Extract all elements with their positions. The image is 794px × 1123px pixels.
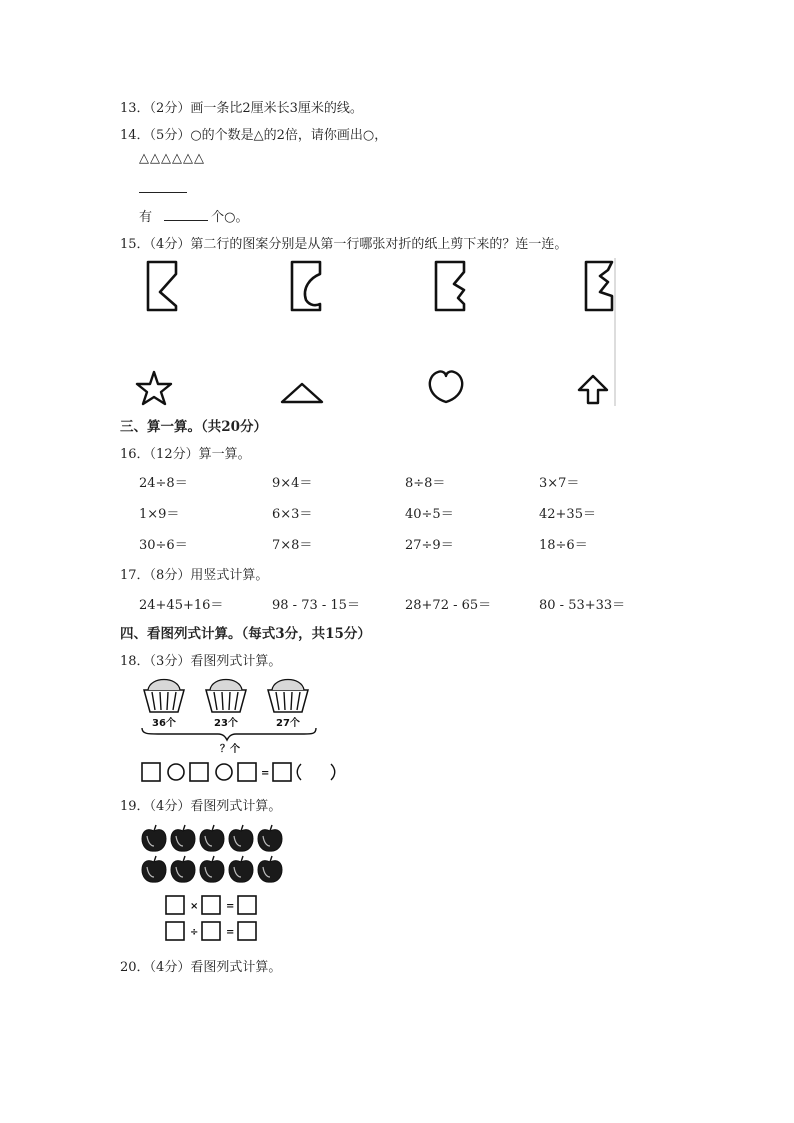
calc-item: 8÷8＝ bbox=[405, 476, 446, 491]
answer-box-3[interactable] bbox=[238, 763, 256, 781]
answer-box-result[interactable] bbox=[273, 763, 291, 781]
folded-paper-3 bbox=[436, 262, 464, 310]
operator-circle-2[interactable] bbox=[216, 764, 232, 780]
total-label: ？个 bbox=[220, 744, 240, 755]
question-13: 13．（2分）画一条比2厘米长3厘米的线。 bbox=[120, 101, 363, 116]
answer-blank[interactable] bbox=[164, 208, 208, 221]
calc-item: 7×8＝ bbox=[272, 538, 313, 553]
basket-label-3: 27个 bbox=[276, 718, 300, 729]
arrow-shape bbox=[579, 376, 607, 403]
basket-3 bbox=[268, 680, 308, 713]
unit-paren-left bbox=[297, 764, 301, 780]
vertical-calc-item: 28+72 - 65＝ bbox=[405, 598, 492, 613]
triangle-shape bbox=[282, 384, 322, 402]
basket-1 bbox=[144, 680, 184, 713]
answer-prefix: 有 bbox=[139, 210, 153, 225]
apple-grid bbox=[142, 825, 282, 882]
apple-box-1[interactable] bbox=[166, 896, 184, 914]
apple bbox=[171, 856, 195, 882]
apple bbox=[171, 825, 195, 851]
calc-item: 1×9＝ bbox=[139, 507, 180, 522]
star-shape bbox=[137, 372, 171, 404]
calc-item: 3×7＝ bbox=[539, 476, 580, 491]
apple-box-5[interactable] bbox=[202, 922, 220, 940]
drawing-line bbox=[139, 192, 187, 193]
basket-label-2: 23个 bbox=[214, 718, 238, 729]
calc-item: 18÷6＝ bbox=[539, 538, 588, 553]
answer-suffix: 个○。 bbox=[211, 210, 249, 225]
apple bbox=[229, 825, 253, 851]
equals-sign: = bbox=[261, 768, 270, 779]
vertical-calc-item: 24+45+16＝ bbox=[139, 598, 224, 613]
vertical-calc-item: 98 - 73 - 15＝ bbox=[272, 598, 360, 613]
equals-sign: = bbox=[226, 927, 235, 938]
multiply-sign: × bbox=[190, 901, 199, 912]
apple bbox=[142, 825, 166, 851]
basket-2 bbox=[206, 680, 246, 713]
answer-box-1[interactable] bbox=[142, 763, 160, 781]
apple-box-2[interactable] bbox=[202, 896, 220, 914]
answer-box-2[interactable] bbox=[190, 763, 208, 781]
folded-paper-figure bbox=[138, 258, 618, 408]
folded-paper-4 bbox=[586, 262, 612, 310]
question-17: 17．（8分）用竖式计算。 bbox=[120, 568, 269, 583]
apple bbox=[200, 825, 224, 851]
equals-sign: = bbox=[226, 901, 235, 912]
apple-figure bbox=[138, 820, 288, 948]
calc-item: 40÷5＝ bbox=[405, 507, 454, 522]
apple bbox=[142, 856, 166, 882]
apple-box-6[interactable] bbox=[238, 922, 256, 940]
calc-item: 6×3＝ bbox=[272, 507, 313, 522]
question-20: 20．（4分）看图列式计算。 bbox=[120, 960, 282, 975]
folded-paper-2 bbox=[292, 262, 320, 310]
calc-item: 9×4＝ bbox=[272, 476, 313, 491]
apple bbox=[258, 856, 282, 882]
apple-box-3[interactable] bbox=[238, 896, 256, 914]
unit-paren-right bbox=[331, 764, 335, 780]
question-18: 18．（3分）看图列式计算。 bbox=[120, 654, 282, 669]
apple bbox=[258, 825, 282, 851]
q14-answer bbox=[139, 206, 249, 225]
total-brace bbox=[142, 728, 316, 740]
divide-sign: ÷ bbox=[190, 927, 199, 938]
section-3-title: 三、算一算。（共20分） bbox=[120, 419, 268, 435]
vertical-calc-item: 80 - 53+33＝ bbox=[539, 598, 626, 613]
heart-shape bbox=[430, 371, 462, 402]
basket-label-1: 36个 bbox=[152, 718, 176, 729]
calc-item: 27÷9＝ bbox=[405, 538, 454, 553]
question-19: 19．（4分）看图列式计算。 bbox=[120, 799, 282, 814]
calc-item: 24÷8＝ bbox=[139, 476, 188, 491]
question-16: 16．（12分）算一算。 bbox=[120, 447, 251, 462]
triangle-row: △△△△△△ bbox=[139, 151, 205, 166]
calc-item: 30÷6＝ bbox=[139, 538, 188, 553]
basket-figure bbox=[138, 674, 342, 786]
apple bbox=[229, 856, 253, 882]
operator-circle-1[interactable] bbox=[168, 764, 184, 780]
section-4-title: 四、看图列式计算。（每式3分，共15分） bbox=[120, 626, 371, 642]
calc-item: 42+35＝ bbox=[539, 507, 596, 522]
question-15: 15．（4分）第二行的图案分别是从第一行哪张对折的纸上剪下来的？连一连。 bbox=[120, 237, 568, 252]
folded-paper-1 bbox=[148, 262, 176, 310]
apple bbox=[200, 856, 224, 882]
apple-box-4[interactable] bbox=[166, 922, 184, 940]
question-14: 14．（5分）○的个数是△的2倍，请你画出○， bbox=[120, 128, 388, 143]
